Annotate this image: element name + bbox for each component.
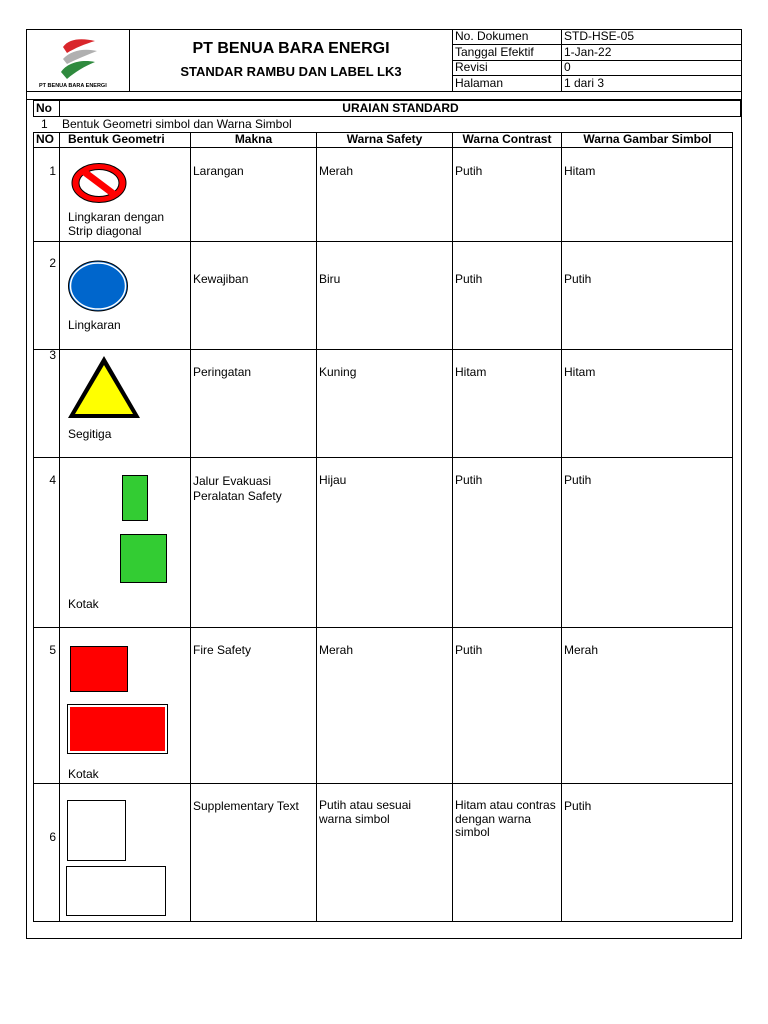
row-2-contrast-color: Putih xyxy=(455,272,483,286)
row-1-no: 1 xyxy=(49,164,56,178)
section-item-title: Bentuk Geometri simbol dan Warna Simbol xyxy=(62,117,292,131)
row-5-meaning: Fire Safety xyxy=(193,643,252,657)
row-5-contrast-color: Putih xyxy=(455,643,483,657)
meta-value-document-no: STD-HSE-05 xyxy=(564,29,635,43)
triangle-icon xyxy=(66,352,144,422)
row-4-no: 4 xyxy=(49,473,56,487)
green-rectangle-small xyxy=(122,475,148,521)
section-no-header: No xyxy=(36,101,52,115)
meta-label-effective-date: Tanggal Efektif xyxy=(455,45,534,59)
logo-green-stripe xyxy=(61,61,95,79)
row-2-shape-label: Lingkaran xyxy=(68,318,121,332)
row-5-shape-label: Kotak xyxy=(68,767,99,781)
white-rectangle-large xyxy=(66,866,166,916)
section-item-number: 1 xyxy=(41,117,48,131)
row-2-symbol-color: Putih xyxy=(564,272,592,286)
meta-value-effective-date: 1-Jan-22 xyxy=(564,45,612,59)
row-1-symbol-color: Hitam xyxy=(564,164,596,178)
row-4-shape-label: Kotak xyxy=(68,597,99,611)
row-6-safety-color: Putih atau sesuai warna simbol xyxy=(319,798,412,826)
company-name: PT BENUA BARA ENERGI xyxy=(192,40,390,57)
column-header-symbol-color: Warna Gambar Simbol xyxy=(583,132,712,146)
logo-mark-icon xyxy=(33,32,123,82)
row-2-meaning: Kewajiban xyxy=(193,272,249,286)
row-6-meaning: Supplementary Text xyxy=(193,799,299,813)
green-square-large xyxy=(120,534,167,583)
row-3-safety-color: Kuning xyxy=(319,365,357,379)
column-header-safety-color: Warna Safety xyxy=(346,132,423,146)
row-3-shape-label: Segitiga xyxy=(68,427,112,441)
meta-label-page: Halaman xyxy=(455,76,504,90)
row-5-no: 5 xyxy=(49,643,56,657)
column-header-meaning: Makna xyxy=(234,132,273,146)
circle-icon xyxy=(67,259,131,313)
row-1-meaning: Larangan xyxy=(193,164,244,178)
red-rectangle-small xyxy=(70,646,128,692)
row-4-symbol-color: Putih xyxy=(564,473,592,487)
logo-caption: PT BENUA BARA ENERGI xyxy=(39,83,107,89)
white-square-small xyxy=(67,800,126,861)
row-1-shape-label: Lingkaran dengan Strip diagonal xyxy=(68,210,165,238)
prohibition-circle-icon xyxy=(68,159,132,207)
meta-label-revision: Revisi xyxy=(455,60,488,74)
row-5-symbol-color: Merah xyxy=(564,643,599,657)
row-4-contrast-color: Putih xyxy=(455,473,483,487)
section-title: URAIAN STANDARD xyxy=(342,101,459,115)
document-title: STANDAR RAMBU DAN LABEL LK3 xyxy=(180,64,402,79)
row-3-meaning: Peringatan xyxy=(193,365,252,379)
column-header-shape: Bentuk Geometri xyxy=(68,132,165,146)
row-1-safety-color: Merah xyxy=(319,164,354,178)
row-6-no: 6 xyxy=(49,830,56,844)
row-3-symbol-color: Hitam xyxy=(564,365,596,379)
row-2-no: 2 xyxy=(49,256,56,270)
row-3-contrast-color: Hitam xyxy=(455,365,487,379)
company-logo xyxy=(33,32,123,90)
red-rectangle-large xyxy=(67,704,168,754)
row-4-meaning: Jalur Evakuasi Peralatan Safety xyxy=(193,474,282,503)
row-4-safety-color: Hijau xyxy=(319,473,347,487)
column-header-no: NO xyxy=(36,132,54,146)
row-1-contrast-color: Putih xyxy=(455,164,483,178)
row-5-safety-color: Merah xyxy=(319,643,354,657)
row-6-contrast-color: Hitam atau contras dengan warna simbol xyxy=(455,798,556,839)
row-2-safety-color: Biru xyxy=(319,272,341,286)
meta-value-revision: 0 xyxy=(564,60,571,74)
meta-label-document-no: No. Dokumen xyxy=(455,29,529,43)
meta-value-page: 1 dari 3 xyxy=(564,76,605,90)
row-6-symbol-color: Putih xyxy=(564,799,592,813)
row-3-no: 3 xyxy=(49,348,56,362)
column-header-contrast-color: Warna Contrast xyxy=(462,132,552,146)
